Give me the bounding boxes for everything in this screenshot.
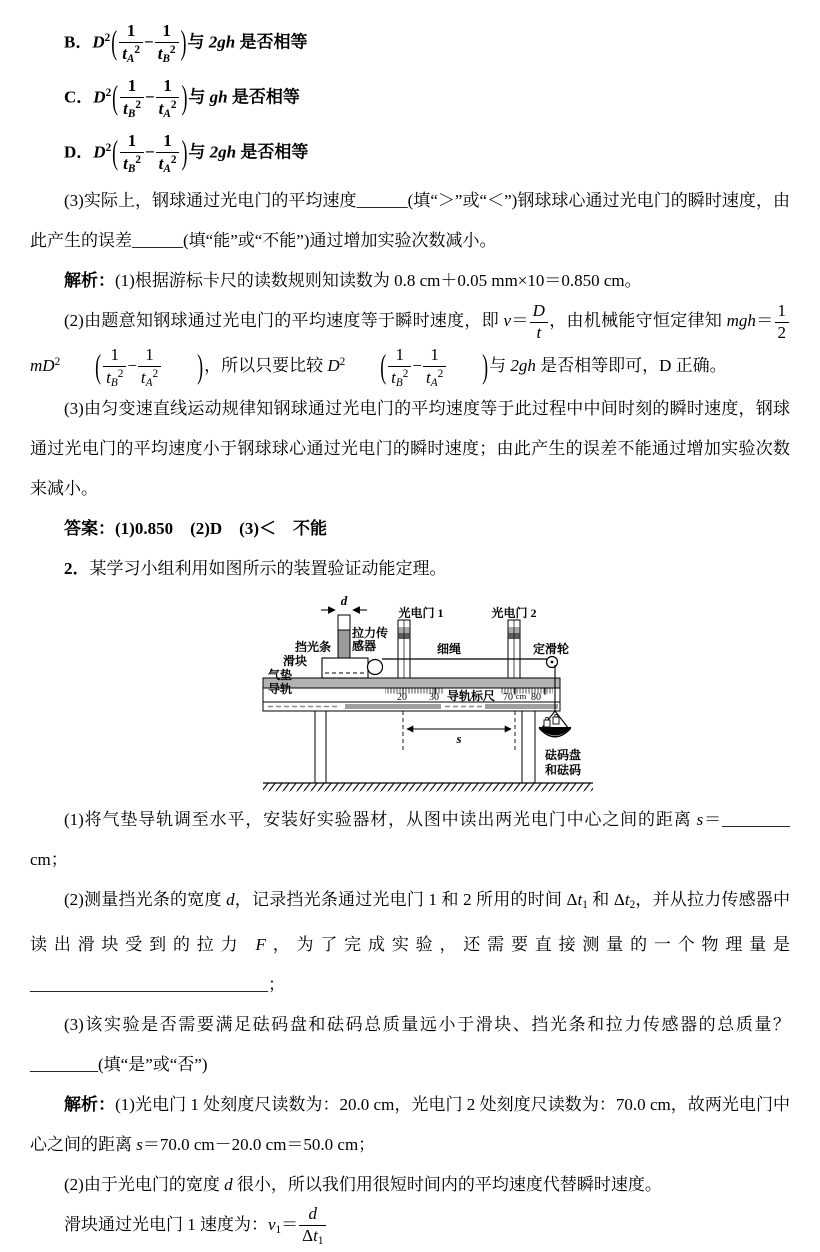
answer1-line: 答案：(1)0.850 (2)D (3)＜ 不能 xyxy=(64,519,327,539)
string-label: 细绳 xyxy=(436,642,462,657)
d-width-label: d xyxy=(340,593,348,609)
ruler-number-30: 30 xyxy=(429,692,439,704)
option-b xyxy=(64,16,790,71)
shutter-strip xyxy=(338,630,350,658)
bottom-bar-gray-left xyxy=(345,704,441,709)
shutter-label: 挡光条 xyxy=(295,640,332,655)
slider-label: 滑块 xyxy=(283,654,308,669)
force-sensor-label-1: 拉力传 xyxy=(352,626,389,641)
option-d-formula: D．$D^2$( $\frac{1}{tB^2}$ − $\frac{1}{tA^2}$ )与 2gh 是否相等 xyxy=(64,131,309,175)
ground-hatching xyxy=(263,784,593,792)
solution2-v1-line: 滑块通过光电门 1 速度为：v1＝ $\frac{d}{\Delta t1}$ xyxy=(30,1205,790,1250)
photogate2-label: 光电门 2 xyxy=(491,606,537,621)
air-track-top-bar xyxy=(263,678,560,688)
option-d xyxy=(64,126,790,181)
solution1-part2-paragraph: (2)由题意知钢球通过光电门的平均速度等于瞬时速度，即 v＝ $\frac{D}{t}$ ，由机械能守恒定律知 mgh＝ $\frac{1}{2}$ $mD^2$ ( $\frac{1}{tB^2}$ − $\frac{1}{tA^2}$ )，所以只要比较 $D^2$ ( $\frac{1}{tB^2}$ − $\frac{1}{tA^2}$ )与 2gh 是否相等即可，D 正确。 xyxy=(30,301,790,389)
ruler-number-70: 70 xyxy=(503,692,513,704)
weight-piece-1 xyxy=(544,720,550,727)
force-sensor-body xyxy=(368,660,383,675)
question2-part2-paragraph: (2)测量挡光条的宽度 d，记录挡光条通过光电门 1 和 2 所用的时间 Δt1 和 Δt2，并从拉力传感器中读出滑块受到的拉力 F，为了完成实验，还需要直接测量的一个物理量是____________________________； xyxy=(30,890,791,994)
solution1-part1-paragraph: 解析：(1)根据游标卡尺的读数规则知读数为 0.8 cm＋0.05 mm×10＝0.850 cm。 xyxy=(64,271,642,290)
weights-label-2: 和砝码 xyxy=(545,763,582,778)
bottom-bar-gray-right xyxy=(485,704,558,709)
weight-piece-2 xyxy=(553,717,559,724)
solution1-part3-paragraph: (3)由匀变速直线运动规律知钢球通过光电门的平均速度等于此过程中中间时刻的瞬时速度，钢球通过光电门的平均速度小于钢球球心通过光电门的瞬时速度；由此产生的误差不能通过增加实验次数来减小。 xyxy=(30,399,790,499)
pulley-axle xyxy=(551,661,554,664)
ruler-number-80: 80 xyxy=(531,692,541,704)
photogate-1 xyxy=(398,620,410,678)
ruler-number-20: 20 xyxy=(397,692,407,704)
question2-intro: 2．某学习小组利用如图所示的装置验证动能定理。 xyxy=(64,559,447,579)
weight-pan xyxy=(539,711,571,738)
question1-part3-paragraph: (3)实际上，钢球通过光电门的平均速度______(填“＞”或“＜”)钢球球心通过光电门的瞬时速度，由此产生的误差______(填“能”或“不能”)通过增加实验次数减小。 xyxy=(30,191,790,250)
shutter-strip-top xyxy=(338,615,350,630)
photogate1-label: 光电门 1 xyxy=(398,606,444,621)
option-b-formula: B．$D^2$( $\frac{1}{tA^2}$ − $\frac{1}{tB^2}$ )与 2gh 是否相等 xyxy=(64,21,308,65)
left-leg xyxy=(315,711,326,783)
air-track-label-2: 导轨 xyxy=(268,682,293,697)
slider-block xyxy=(322,658,368,678)
question2-part3-paragraph: (3)该实验是否需要满足砝码盘和砝码总质量远小于滑块、挡光条和拉力传感器的总质量？________(填“是”或“否”) xyxy=(30,1014,790,1074)
s-distance-label: s xyxy=(456,731,462,747)
right-leg xyxy=(522,711,535,783)
option-c-formula: C．$D^2$( $\frac{1}{tB^2}$ − $\frac{1}{tA^2}$ )与 gh 是否相等 xyxy=(64,76,300,120)
weights-label-1: 砝码盘 xyxy=(545,748,582,763)
ruler-name-label: 导轨标尺 xyxy=(446,689,496,704)
experiment-diagram xyxy=(255,593,600,793)
pulley-label: 定滑轮 xyxy=(533,642,570,657)
ruler-unit-cm: cm xyxy=(515,691,527,702)
question2-part1-paragraph: (1)将气垫导轨调至水平，安装好实验器材，从图中读出两光电门中心之间的距离 s＝________ cm； xyxy=(30,810,790,870)
force-sensor-label-2: 感器 xyxy=(352,639,377,654)
option-c xyxy=(64,71,790,126)
solution2-part2-paragraph: (2)由于光电门的宽度 d 很小，所以我们用很短时间内的平均速度代替瞬时速度。 xyxy=(64,1174,662,1194)
solution2-part1-paragraph: 解析：(1)光电门 1 处刻度尺读数为：20.0 cm，光电门 2 处刻度尺读数为：70.0 cm，故两光电门中心之间的距离 s＝70.0 cm－20.0 cm＝50.0 cm； xyxy=(30,1094,791,1154)
experiment-figure xyxy=(255,593,790,798)
photogate-2 xyxy=(508,620,520,678)
air-track-label-1: 气垫 xyxy=(268,668,293,683)
